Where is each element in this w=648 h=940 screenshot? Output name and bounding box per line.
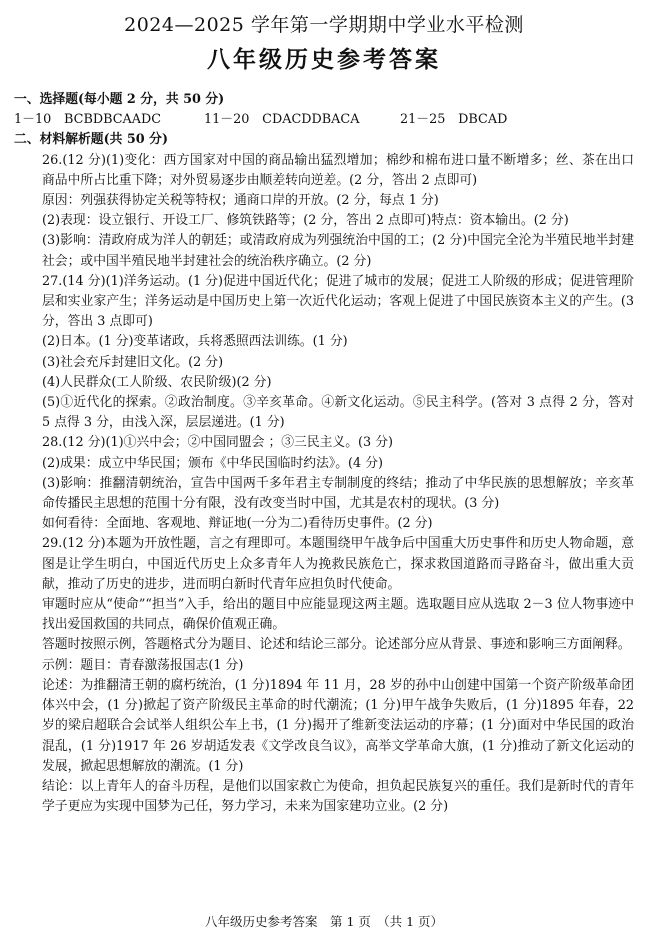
q27-line: (4)人民群众(工人阶级、农民阶级)(2 分) [42,374,272,390]
answer-content [14,90,634,817]
question-26 [14,151,634,272]
q26-number: 26. [42,152,63,168]
section-heading-material: 二、材料解析题(共 50 分) [14,132,168,148]
q29-line: 论述：为推翻清王朝的腐朽统治，(1 分)1894 年 11 月，28 岁的孙中山创建中国第一个资产阶级革命团体兴中会，(1 分)掀起了资产阶级民主革命的时代潮流；(1 分)甲午战争失败后，(1 分)1895 年春，22 岁的梁启超联合会试举人组织公车上书，(1 分)揭开了维新变法运动的序幕；(1 分)面对中华民国的政治混乱，(1 分)1917 年 26 岁胡适发表《文学改良刍议》，高举文学革命大旗，(1 分)推动了新文化运动的发展，掀起思想解放的潮流。(1 分) [42,677,634,774]
section-heading-choice: 一、选择题(每小题 2 分，共 50 分) [14,92,225,107]
q26-line: (3)影响：清政府成为洋人的朝廷；或清政府成为列强统治中国的工；(2 分)中国完全沦为半殖民地半封建社会；或中国半殖民地半封建社会的统治秩序确立。(2 分) [42,233,634,269]
question-28 [14,433,634,534]
q29-line: 29.(12 分)本题为开放性题，言之有理即可。本题围绕甲午战争后中国重大历史事件和历史人物命题，意图是让学生明白，中国近代历史上众多青年人为挽救民族危亡，探求救国道路而寻路奋斗，做出重大贡献，推动了历史的进步，进而明白新时代青年应担负时代使命。 [42,536,634,592]
question-27 [14,272,634,434]
answers-11-20: 11－20 CDACDDBACA [204,112,360,128]
q28-number: 28. [42,435,63,451]
question-29 [14,534,634,817]
q29-line: 结论：以上青年人的奋斗历程，是他们以国家救亡为使命，担负起民族复兴的重任。我们是新时代的青年学子更应为实现中国梦为己任，努力学习，未来为国家建功立业。(2 分) [42,778,634,815]
choice-answers [14,110,634,130]
q26-line: 原因：列强获得协定关税等特权；通商口岸的开放。(2 分，每点 1 分) [42,193,439,209]
page-footer: 八年级历史参考答案 第 1 页 （共 1 页） [204,914,444,929]
q29-line: 审题时应从“使命”“担当”入手，给出的题目中应能显现这两主题。选取题目应从选取 2－3 位人物事迹中找出爱国救国的共同点，确保价值观正确。 [42,597,634,633]
q28-line: (2)成果：成立中华民国；颁布《中华民国临时约法》。(4 分) [42,455,384,471]
q27-line: (2)日本。(1 分)变革诸政，兵将悉照西法训练。(1 分) [42,334,348,350]
exam-title: 2024—2025 学年第一学期期中学业水平检测 [124,14,524,36]
q28-line: 如何看待：全面地、客观地、辩证地(一分为二)看待历史事件。(2 分) [42,516,433,532]
q27-line: (5)①近代化的探索。②政治制度。③辛亥革命。④新文化运动。⑤民主科学。(答对 3 点得 2 分，答对 5 点得 3 分，由浅入深，层层递进。(1 分) [42,395,634,431]
document-title: 八年级历史参考答案 [207,46,441,73]
q28-line: 28.(12 分)(1)①兴中会；②中国同盟会 ；③三民主义。(3 分) [42,435,394,451]
q29-line: 答题时按照示例，答题格式分为题目、论述和结论三部分。论述部分应从背景、事迹和影响三方面阐释。 [42,637,631,653]
q28-line: (3)影响：推翻清朝统治，宣告中国两千多年君主专制制度的终结；推动了中华民族的思想解放；辛亥革命传播民主思想的范围十分有限，没有改变当时中国，尤其是农村的现状。(3 分) [42,475,634,512]
q29-line: 示例：题目：青春激荡报国志(1 分) [42,657,244,673]
q26-line: 26.(12 分)(1)变化：西方国家对中国的商品输出猛烈增加；棉纱和棉布进口量不断增多；丝、茶在出口商品中所占比重下降；对外贸易逐步由顺差转向逆差。(2 分，答出 2 点即可) [42,152,634,188]
q27-line: 27.(14 分)(1)洋务运动。(1 分)促进中国近代化；促进了城市的发展；促进工人阶级的形成；促进管理阶层和实业家产生；洋务运动是中国历史上第一次近代化运动；客观上促进了中国民族资本主义的产生。(3 分，答出 3 点即可) [42,273,634,330]
q27-line: (3)社会充斥封建旧文化。(2 分) [42,354,224,370]
q27-number: 27. [42,273,63,289]
q29-number: 29. [42,536,63,552]
q26-line: (2)表现：设立银行、开设工厂、修筑铁路等；(2 分，答出 2 点即可)特点：资本输出。(2 分) [42,213,569,229]
answers-1-10: 1－10 BCBDBCAADC [14,112,162,128]
answers-21-25: 21－25 DBCAD [400,112,508,128]
